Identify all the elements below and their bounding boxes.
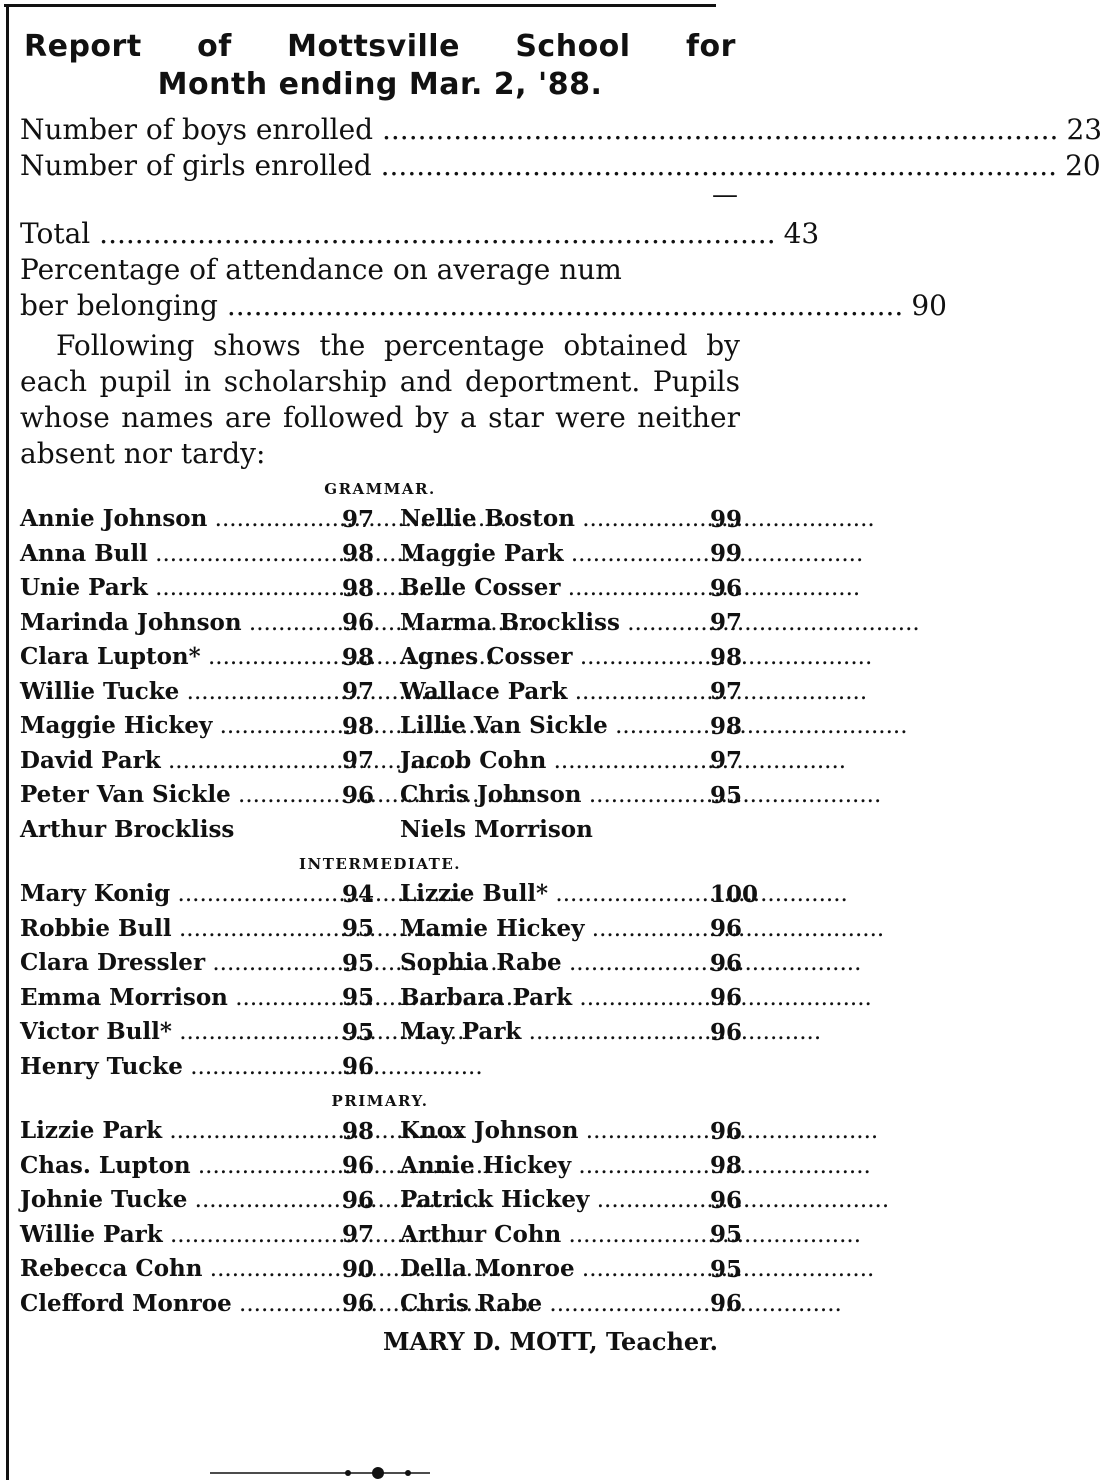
- sum-dash: —: [712, 180, 738, 210]
- table-row: [20, 675, 742, 710]
- stat-value: 23: [1066, 113, 1102, 146]
- pupil-score: 97: [710, 678, 743, 705]
- pupil-name: Clara Lupton* .....: [20, 643, 500, 670]
- pupil-score: 96: [710, 984, 743, 1011]
- table-row: [20, 778, 742, 813]
- title-word: for: [686, 29, 736, 64]
- pupil-name: Wallace Park .....: [400, 678, 867, 705]
- table-row: [20, 1218, 742, 1253]
- section-heading-intermediate: INTERMEDIATE.: [299, 855, 461, 873]
- pupil-name: Arthur Brockliss: [20, 815, 235, 843]
- pupil-score: 97: [341, 747, 374, 774]
- pupil-score: 95: [710, 1221, 743, 1248]
- pupil-name: Unie Park .....: [20, 574, 448, 601]
- table-row: [20, 1149, 742, 1184]
- teacher-signature: MARY D. MOTT, Teacher.: [382, 1327, 718, 1356]
- pupil-score: 98: [341, 1117, 374, 1145]
- pupil-name: Maggie Park .....: [400, 540, 863, 567]
- pupil-score: 94: [341, 880, 374, 908]
- pupil-name: Willie Park .....: [20, 1221, 462, 1248]
- pupil-name: Lizzie Park .....: [20, 1117, 462, 1144]
- title-word: Report: [24, 29, 142, 64]
- grades-table-grammar: [20, 502, 742, 847]
- stat-label: Number of girls enrolled .....: [20, 148, 1057, 184]
- pupil-name: Della Monroe .....: [400, 1255, 874, 1282]
- pupil-score: 100: [710, 880, 759, 908]
- pupil-name: Lillie Van Sickle .....: [400, 712, 908, 739]
- pupil-name: Victor Bull* .....: [20, 1018, 472, 1045]
- table-row: [20, 813, 742, 848]
- pupil-score: 96: [341, 1152, 374, 1179]
- pupil-score: 98: [710, 643, 743, 671]
- pupil-name: Peter Van Sickle .....: [20, 781, 530, 808]
- table-row: [20, 981, 742, 1016]
- pupil-score: 96: [710, 1290, 743, 1317]
- left-rule: [6, 4, 9, 1480]
- pupil-name: Sophia Rabe .....: [400, 949, 861, 976]
- pupil-name: Johnie Tucke .....: [20, 1186, 487, 1213]
- table-row: [20, 1183, 742, 1218]
- pupil-name: Willie Tucke .....: [20, 678, 479, 705]
- pupil-name: Agnes Cosser .....: [400, 643, 872, 670]
- report-column: [20, 28, 1102, 1359]
- pupil-score: 96: [710, 574, 743, 602]
- pupil-name: Jacob Cohn .....: [400, 747, 846, 774]
- pupil-score: 95: [341, 1018, 374, 1046]
- attendance-value: 90: [911, 289, 947, 322]
- table-row: [20, 537, 742, 572]
- title-line-2: Month ending Mar. 2, '88.: [157, 67, 603, 102]
- pupil-name: Patrick Hickey .....: [400, 1186, 889, 1213]
- grades-table-intermediate: [20, 877, 759, 1084]
- pupil-score: 96: [341, 1290, 374, 1317]
- table-row: [20, 1114, 742, 1149]
- stat-value: 20: [1065, 149, 1101, 182]
- total-label: Total .....: [20, 216, 776, 252]
- stat-label: Number of boys enrolled .....: [20, 112, 1058, 148]
- pupil-score: 99: [710, 540, 743, 567]
- table-row: [20, 1252, 742, 1287]
- pupil-name: Maggie Hickey .....: [20, 712, 512, 739]
- pupil-name: Henry Tucke .....: [20, 1053, 483, 1080]
- pupil-score: 95: [341, 949, 374, 977]
- pupil-score: [710, 1050, 742, 1085]
- report-title: [20, 28, 740, 104]
- pupil-score: [330, 813, 386, 848]
- ornament-divider-icon: [210, 1466, 430, 1480]
- table-row: [20, 1050, 742, 1085]
- pupil-score: 97: [341, 505, 374, 533]
- table-row: [20, 709, 742, 744]
- pupil-name: Mamie Hickey .....: [400, 915, 884, 942]
- section-heading-grammar: GRAMMAR.: [324, 480, 436, 498]
- pupil-score: 99: [710, 505, 743, 533]
- total-value: 43: [783, 217, 820, 250]
- table-row: [20, 912, 742, 947]
- pupil-score: 97: [710, 747, 743, 774]
- pupil-name: Chris Johnson .....: [400, 781, 881, 808]
- table-row: [20, 606, 742, 641]
- pupil-score: [710, 813, 742, 848]
- title-line-1: [20, 28, 740, 66]
- pupil-score: 98: [341, 643, 374, 671]
- title-word: School: [515, 29, 631, 64]
- pupil-score: 97: [710, 609, 743, 636]
- top-rule: [4, 4, 716, 7]
- pupil-name: Anna Bull .....: [20, 540, 448, 567]
- total-row: [20, 216, 820, 252]
- pupil-name: Robbie Bull .....: [20, 915, 471, 942]
- attendance-row: [20, 288, 947, 324]
- title-word: Mottsville: [287, 29, 460, 64]
- pupil-score: 98: [341, 540, 374, 567]
- table-row: [20, 640, 742, 675]
- section-heading-primary: PRIMARY.: [331, 1092, 429, 1110]
- pupil-score: 95: [341, 915, 374, 942]
- pupil-score: 96: [341, 1053, 374, 1080]
- pupil-name: David Park .....: [20, 747, 460, 774]
- pupil-score: 96: [710, 1018, 743, 1046]
- pupil-name: Emma Morrison .....: [20, 984, 528, 1011]
- pupil-name: Chris Rabe .....: [400, 1290, 842, 1317]
- pupil-score: 96: [341, 609, 374, 636]
- pupil-score: 98: [341, 712, 374, 740]
- table-row: [20, 502, 742, 537]
- pupil-score: 96: [341, 781, 374, 809]
- pupil-name: Clara Dressler .....: [20, 949, 505, 976]
- pupil-score: 96: [341, 1186, 374, 1214]
- pupil-name: Marinda Johnson .....: [20, 609, 541, 636]
- pupil-name: Barbara Park .....: [400, 984, 872, 1011]
- table-row: [20, 1287, 742, 1322]
- pupil-score: 96: [710, 915, 743, 942]
- boys-enrolled-row: [20, 112, 1102, 148]
- pupil-name: Lizzie Bull* .....: [400, 880, 848, 907]
- grades-table-primary: [20, 1114, 742, 1321]
- pupil-score: 95: [710, 1255, 743, 1283]
- title-word: of: [197, 29, 232, 64]
- pupil-name: Niels Morrison: [400, 815, 593, 843]
- pupil-score: 98: [710, 1152, 743, 1179]
- table-row: [20, 571, 742, 606]
- pupil-name: Clefford Monroe .....: [20, 1290, 531, 1317]
- pupil-score: 96: [710, 1117, 743, 1145]
- table-row: [20, 877, 742, 912]
- pupil-name: Mary Konig .....: [20, 880, 470, 907]
- pupil-name: Belle Cosser .....: [400, 574, 860, 601]
- table-row: [20, 946, 742, 981]
- pupil-name: Knox Johnson .....: [400, 1117, 878, 1144]
- pupil-score: 95: [341, 984, 374, 1011]
- pupil-score: 96: [710, 949, 743, 977]
- pupil-name: Chas. Lupton .....: [20, 1152, 490, 1179]
- table-row: [20, 744, 742, 779]
- pupil-score: 97: [341, 678, 374, 705]
- girls-enrolled-row: [20, 148, 1101, 184]
- pupil-score: 95: [710, 781, 743, 809]
- pupil-name: Marma Brockliss .....: [400, 609, 920, 636]
- pupil-score: 97: [341, 1221, 374, 1248]
- intro-paragraph: Following shows the percentage obtained by each pupil in scholarship and deportment. Pupils whose names are followed by a star were neither absent nor tardy:: [20, 329, 740, 470]
- pupil-name: May Park .....: [400, 1018, 821, 1045]
- pupil-score: 98: [341, 574, 374, 602]
- pupil-name: Annie Hickey .....: [400, 1152, 871, 1179]
- pupil-score: 96: [710, 1186, 743, 1214]
- pupil-score: 98: [710, 712, 743, 740]
- pupil-name: Nellie Boston .....: [400, 505, 875, 532]
- pupil-name: Rebecca Cohn .....: [20, 1255, 502, 1282]
- table-row: [20, 1015, 742, 1050]
- attendance-label: ber belonging .....: [20, 288, 903, 324]
- pupil-name: Arthur Cohn .....: [400, 1221, 861, 1248]
- pupil-score: 90: [341, 1255, 374, 1283]
- attendance-line-1: Percentage of attendance on average num: [20, 253, 622, 286]
- pupil-name: Annie Johnson .....: [20, 505, 507, 532]
